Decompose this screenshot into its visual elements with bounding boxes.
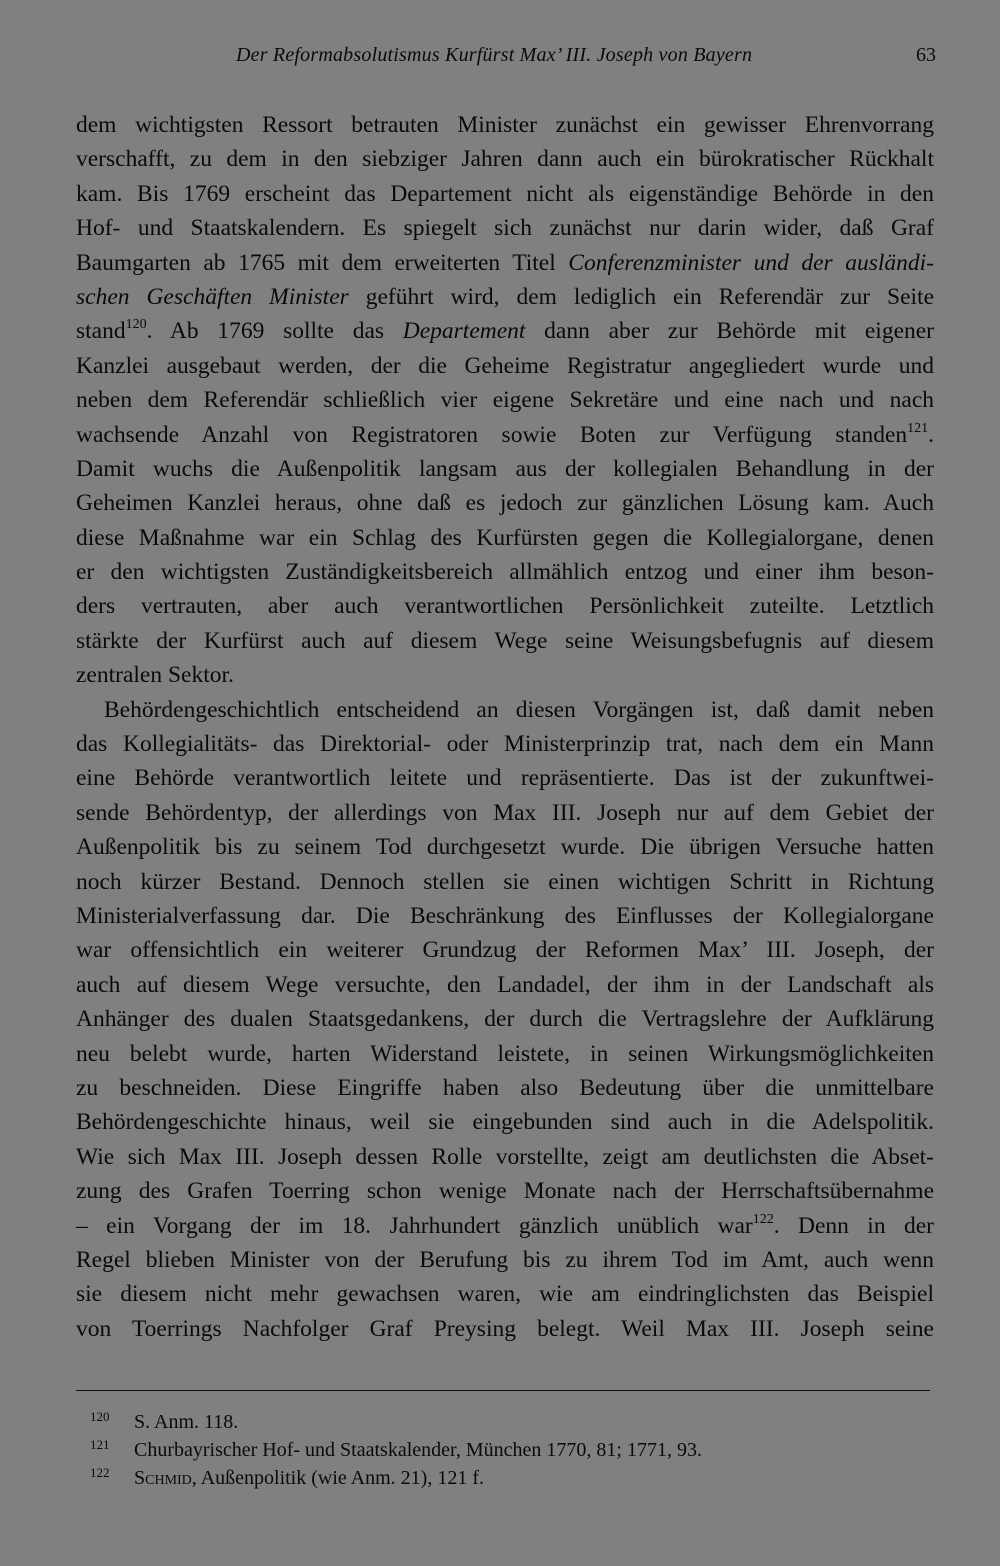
text-run: Behördengeschichtlich entscheidend an diesen Vorgängen ist, daß damit neben [104, 696, 934, 723]
text-line [76, 1105, 934, 1139]
text-line [76, 899, 934, 933]
text-run: ders vertrauten, aber auch verantwortlichen Persönlichkeit zuteilte. Letztlich [76, 593, 934, 620]
running-title: Der Reformabsolutismus Kurfürst Max’ III. Joseph von Bayern [236, 44, 753, 66]
text-run: , Außenpolitik (wie Anm. 21), 121 f. [191, 1467, 484, 1489]
text-run: von Toerrings Nachfolger Graf Preysing belegt. Weil Max III. Joseph seine [76, 1315, 934, 1342]
text-line [76, 830, 934, 864]
text-line [76, 246, 934, 280]
footnote-reference: 121 [907, 420, 929, 436]
text-line [76, 211, 934, 245]
italic-text: Departement [402, 318, 526, 345]
text-line [76, 1209, 934, 1243]
text-run: . Ab 1769 sollte das [146, 318, 403, 345]
text-run: das Kollegialitäts- das Direktorial- oder Ministerprinzip trat, nach dem ein Mann [76, 731, 934, 758]
text-run: Churbayrischer Hof- und Staatskalender, München 1770, 81; 1771, 93. [134, 1439, 702, 1461]
text-run: neben dem Referendär schließlich vier eigene Sekretäre und eine nach und nach [76, 387, 934, 414]
text-run: er den wichtigsten Zuständigkeitsbereich allmählich entzog und einer ihm beson- [76, 559, 934, 586]
text-line [76, 383, 934, 417]
text-run: Wie sich Max III. Joseph dessen Rolle vorstellte, zeigt am deutlichsten die Abset- [76, 1143, 934, 1170]
text-run: diese Maßnahme war ein Schlag des Kurfürsten gegen die Kollegialorgane, denen [76, 524, 934, 551]
text-run: Hof- und Staatskalendern. Es spiegelt sich zunächst nur darin wider, daß Graf [76, 215, 934, 242]
text-line [76, 796, 934, 830]
text-run: Damit wuchs die Außenpolitik langsam aus der kollegialen Behandlung in der [76, 455, 934, 482]
text-run: zu beschneiden. Diese Eingriffe haben also Bedeutung über die unmittelbare [76, 1074, 934, 1101]
text-run: wachsende Anzahl von Registratoren sowie Boten zur Verfügung standen [76, 421, 908, 448]
footnotes [90, 1408, 930, 1492]
footnote-reference: 122 [752, 1211, 774, 1227]
text-run: stand [76, 318, 126, 345]
text-line [76, 1071, 934, 1105]
text-line [76, 108, 934, 142]
text-run: Geheimen Kanzlei heraus, ohne daß es jedoch zur gänzlichen Lösung kam. Auch [76, 490, 934, 517]
text-line [76, 486, 934, 520]
text-run: neu belebt wurde, harten Widerstand leistete, in seinen Wirkungsmöglichkeiten [76, 1040, 934, 1067]
text-run: stärkte der Kurfürst auch auf diesem Wege seine Weisungsbefugnis auf diesem [76, 627, 934, 654]
text-run: sie diesem nicht mehr gewachsen waren, wie am eindringlichsten das Beispiel [76, 1281, 934, 1308]
page-number: 63 [916, 44, 936, 66]
text-run: Ministerialverfassung dar. Die Beschränkung des Einflusses der Kollegialorgane [76, 902, 934, 929]
text-run: auch auf diesem Wege versuchte, den Landadel, der ihm in der Landschaft als [76, 971, 934, 998]
text-run: – ein Vorgang der im 18. Jahrhundert gänzlich unüblich war [76, 1212, 753, 1239]
text-line [76, 1312, 934, 1346]
text-run: geführt wird, dem lediglich ein Referendär zur Seite [348, 283, 935, 310]
text-line [76, 727, 934, 761]
page-header [76, 44, 938, 74]
text-run: . [928, 421, 934, 448]
text-run: Behördengeschichte hinaus, weil sie eingebunden sind auch in die Adelspolitik. [76, 1109, 934, 1136]
text-run: . Denn in der [773, 1212, 934, 1239]
text-line [76, 1243, 934, 1277]
text-run: noch kürzer Bestand. Dennoch stellen sie einen wichtigen Schritt in Richtung [76, 868, 934, 895]
text-line [76, 624, 934, 658]
footnote: 121 Churbayrischer Hof- und Staatskalender, München 1770, 81; 1771, 93. [90, 1437, 702, 1461]
text-line [76, 142, 934, 176]
text-line [76, 280, 934, 314]
text-line [76, 693, 934, 727]
author-name: Schmid [134, 1467, 192, 1489]
text-line [76, 589, 934, 623]
text-run: S. Anm. 118. [134, 1411, 239, 1433]
text-run: Außenpolitik bis zu seinem Tod durchgesetzt wurde. Die übrigen Versuche hatten [76, 834, 934, 861]
italic-text: schen Geschäften Minister [76, 283, 349, 310]
text-run: sende Behördentyp, der allerdings von Max III. Joseph nur auf dem Gebiet der [76, 799, 934, 826]
text-run: zentralen Sektor. [76, 662, 234, 689]
text-run: Kanzlei ausgebaut werden, der die Geheime Registratur angegliedert wurde und [76, 352, 934, 379]
text-line [76, 314, 934, 348]
text-line [76, 452, 934, 486]
text-run: kam. Bis 1769 erscheint das Departement nicht als eigenständige Behörde in den [76, 180, 934, 207]
text-run: dem wichtigsten Ressort betrauten Minister zunächst ein gewisser Ehrenvorrang [76, 112, 934, 138]
text-run: Anhänger des dualen Staatsgedankens, der durch die Vertragslehre der Aufklärung [76, 1006, 934, 1033]
text-run: war offensichtlich ein weiterer Grundzug der Reformen Max’ III. Joseph, der [76, 937, 934, 964]
text-line [76, 1174, 934, 1208]
text-run: dann aber zur Behörde mit eigener [525, 318, 934, 345]
body-text [76, 108, 934, 1346]
text-run: eine Behörde verantwortlich leitete und repräsentierte. Das ist der zukunftwei- [76, 765, 934, 792]
text-line [76, 521, 934, 555]
text-line [76, 555, 934, 589]
text-line [76, 1277, 934, 1311]
text-run: Baumgarten ab 1765 mit dem erweiterten Titel [76, 249, 569, 276]
text-line [76, 761, 934, 795]
text-line [76, 177, 934, 211]
footnote-divider [76, 1390, 930, 1391]
footnote: 122 Schmid, Außenpolitik (wie Anm. 21), 121 f. [90, 1465, 484, 1489]
text-line [76, 1002, 934, 1036]
text-line [76, 1140, 934, 1174]
text-run: verschafft, zu dem in den siebziger Jahren dann auch ein bürokratischer Rückhalt [76, 146, 934, 173]
text-line [76, 968, 934, 1002]
text-run: Regel blieben Minister von der Berufung bis zu ihrem Tod im Amt, auch wenn [76, 1246, 934, 1273]
text-run: zung des Grafen Toerring schon wenige Monate nach der Herrschaftsübernahme [76, 1178, 934, 1205]
text-line [76, 933, 934, 967]
footnote: 120 S. Anm. 118. [90, 1409, 239, 1433]
italic-text: Conferenzminister und der ausländi- [568, 249, 934, 276]
text-line [76, 1037, 934, 1071]
text-line [76, 658, 934, 692]
text-line [76, 418, 934, 452]
footnote-reference: 120 [125, 317, 147, 333]
text-line [76, 865, 934, 899]
text-line [76, 349, 934, 383]
